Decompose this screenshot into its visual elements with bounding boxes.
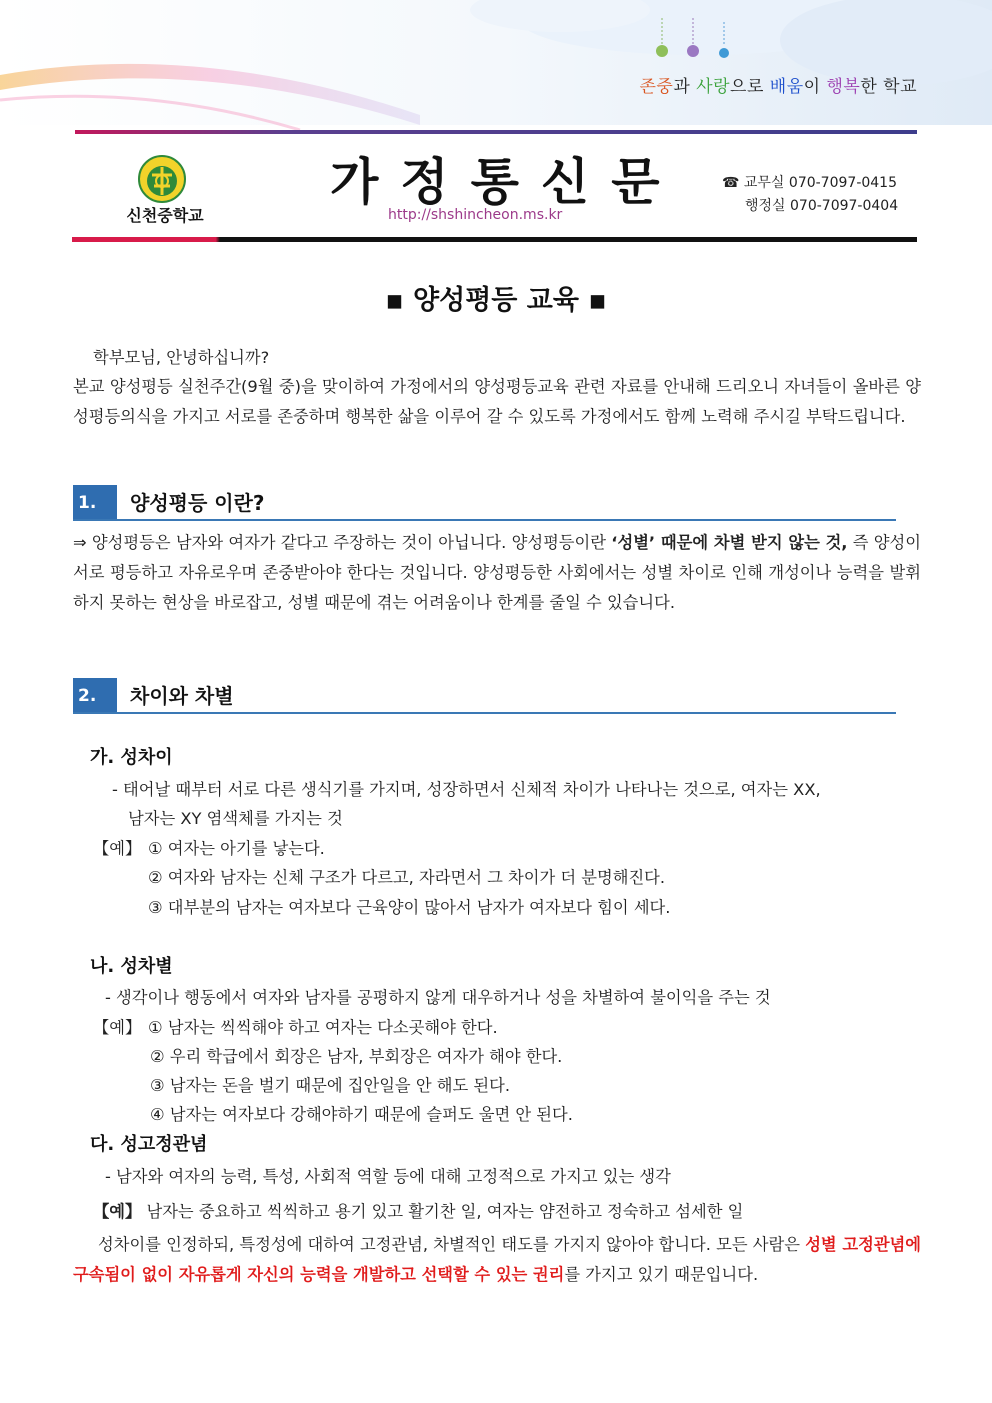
subsection-desc: - 남자와 여자의 능력, 특성, 사회적 역할 등에 대해 고정적으로 가지고 있는 생각 xyxy=(105,1167,671,1186)
example-label: 【예】 xyxy=(93,1018,142,1037)
newsletter-title: 가정통신문 xyxy=(330,153,682,211)
decorative-dots xyxy=(650,18,740,63)
subsection-title: 다. 성고정관념 xyxy=(90,1134,208,1155)
body-text-bold: ‘성별’ 때문에 차별 받지 않는 것, xyxy=(611,533,848,552)
phone-admin-office: 행정실 070-7097-0404 xyxy=(745,198,899,214)
motto-text: 한 학교 xyxy=(860,77,917,97)
example-row xyxy=(93,1198,743,1222)
example-item: ① 여자는 아기를 낳는다. xyxy=(148,839,325,858)
example-label: 【예】 xyxy=(93,839,142,858)
subsection-title: 나. 성차별 xyxy=(90,956,173,977)
section-number: 2. xyxy=(73,678,117,712)
school-logo-icon xyxy=(138,155,186,203)
motto-word: 사랑 xyxy=(696,77,731,97)
closing-paragraph xyxy=(73,1230,921,1290)
motto-word: 존중 xyxy=(639,77,674,97)
subsection-desc: 남자는 XY 염색체를 가지는 것 xyxy=(128,809,343,828)
motto-word: 배움 xyxy=(769,77,804,97)
section-title: 차이와 차별 xyxy=(130,684,234,708)
closing-text: 성차이를 인정하되, 특정성에 대하여 고정관념, 차별적인 태도를 가지지 않아야 합니다. 모든 사람은 xyxy=(98,1235,806,1254)
section-title: 양성평등 이란? xyxy=(130,491,265,515)
example-item: 남자는 중요하고 씩씩하고 용기 있고 활기찬 일, 여자는 얌전하고 정숙하고 섬세한 일 xyxy=(141,1202,744,1221)
intro-greeting: 학부모님, 안녕하십니까? xyxy=(93,348,270,367)
section-1-header xyxy=(73,485,896,521)
example-item: ② 우리 학급에서 회장은 남자, 부회장은 여자가 해야 한다. xyxy=(150,1047,563,1066)
body-text: ⇒ 양성평등은 남자와 여자가 같다고 주장하는 것이 아닙니다. 양성평등이란 xyxy=(73,533,612,552)
school-name: 신천중학교 xyxy=(126,206,204,225)
motto-word: 행복 xyxy=(826,77,861,97)
intro-body: 본교 양성평등 실천주간(9월 중)을 맞이하여 가정에서의 양성평등교육 관련 자료를 안내해 드리오니 자녀들이 올바른 양성평등의식을 가지고 서로를 존중하며 행복한 삶을 이루어 갈 수 있도록 가정에서도 함께 노력해 주시길 부탁드립니다. xyxy=(73,377,921,426)
section-1-body xyxy=(73,528,921,618)
example-item: ② 여자와 남자는 신체 구조가 다르고, 자라면서 그 차이가 더 분명해진다. xyxy=(148,868,666,887)
example-item: ③ 남자는 돈을 벌기 때문에 집안일을 안 해도 된다. xyxy=(150,1076,511,1095)
school-url[interactable]: http://shshincheon.ms.kr xyxy=(388,207,563,223)
header-top-rule xyxy=(75,130,917,134)
example-label: 【예】 xyxy=(93,1202,142,1221)
motto-text: 이 xyxy=(803,77,827,97)
example-item: ③ 대부분의 남자는 여자보다 근육양이 많아서 남자가 여자보다 힘이 세다. xyxy=(148,898,671,917)
section-number: 1. xyxy=(73,485,117,519)
closing-emphasis: 성별 고정관념에 구속됨이 없이 자유롭게 자신의 능력을 개발하고 선택할 수 있는 권리 xyxy=(73,1235,922,1284)
subsection-desc: - 생각이나 행동에서 여자와 남자를 공평하지 않게 대우하거나 성을 차별하여 불이익을 주는 것 xyxy=(105,988,771,1007)
subsection-title: 가. 성차이 xyxy=(90,747,173,768)
motto-text: 으로 xyxy=(730,77,770,97)
main-heading: ▪ 양성평등 교육 ▪ xyxy=(385,285,607,316)
body-text: 즉 양성이 서로 평등하고 자유로우며 존중받아야 한다는 것입니다. 양성평등한 사회에서는 성별 차이로 인해 개성이나 능력을 발휘하지 못하는 현상을 바로잡고, 성별 때문에 겪는 어려움이나 한계를 줄일 수 있습니다. xyxy=(73,533,921,612)
section-2-header xyxy=(73,678,896,714)
school-motto xyxy=(639,72,917,97)
example-item: ① 남자는 씩씩해야 하고 여자는 다소곳해야 한다. xyxy=(148,1018,498,1037)
header-bottom-rule xyxy=(72,237,917,242)
subsection-desc: - 태어날 때부터 서로 다른 생식기를 가지며, 성장하면서 신체적 차이가 나타나는 것으로, 여자는 XX, xyxy=(112,780,821,799)
example-item: ④ 남자는 여자보다 강해야하기 때문에 슬퍼도 울면 안 된다. xyxy=(150,1105,573,1124)
closing-text: 를 가지고 있기 때문입니다. xyxy=(564,1265,759,1284)
motto-text: 과 xyxy=(673,77,697,97)
phone-teachers-office: ☎ 교무실 070-7097-0415 xyxy=(722,175,897,191)
